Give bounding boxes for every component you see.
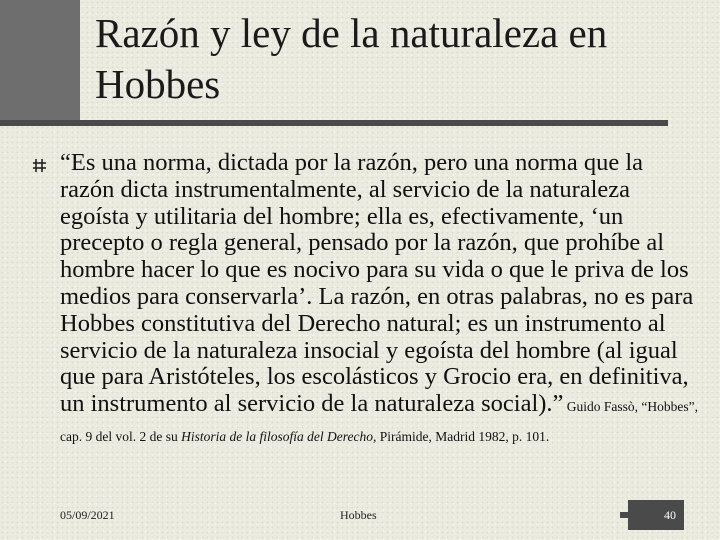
hash-bullet-icon: [32, 158, 47, 173]
quote-paragraph: [60, 150, 700, 451]
footer-date: 05/09/2021: [60, 508, 115, 522]
footer-title: Hobbes: [340, 508, 377, 522]
slide-title: Razón y ley de la naturaleza en Hobbes: [95, 10, 608, 107]
quote-text: “Es una norma, dictada por la razón, pero una norma que la razón dicta instrumentalmente, al servicio de la naturaleza egoísta y utilitaria del hombre; ella es, efectivamente, ‘un precepto o regla general, pensado por la razón, que prohíbe al hombre hacer lo que es nocivo para su vida o que le priva de los medios para conservarla’. La razón, en otras palabras, no es para Hobbes constitutiva del Derecho natural; es un instrumento al servicio de la naturaleza insocial y egoísta del hombre (al igual que para Aristóteles, los escolásticos y Grocio era, en definitiva, un instrumento al servicio de la naturaleza social).”: [60, 149, 694, 418]
page-number: 40: [664, 507, 676, 522]
title-underline-rule: [0, 120, 668, 126]
citation-suffix: Pirámide, Madrid 1982, p. 101.: [376, 428, 550, 444]
left-accent-bar: [0, 0, 80, 120]
page-number-box: [628, 500, 684, 530]
citation-book-title: Historia de la filosofía del Derecho,: [181, 428, 377, 444]
citation-prefix: Guido Fassò, “Hobbes”, cap. 9 del vol. 2 de su: [60, 399, 699, 444]
